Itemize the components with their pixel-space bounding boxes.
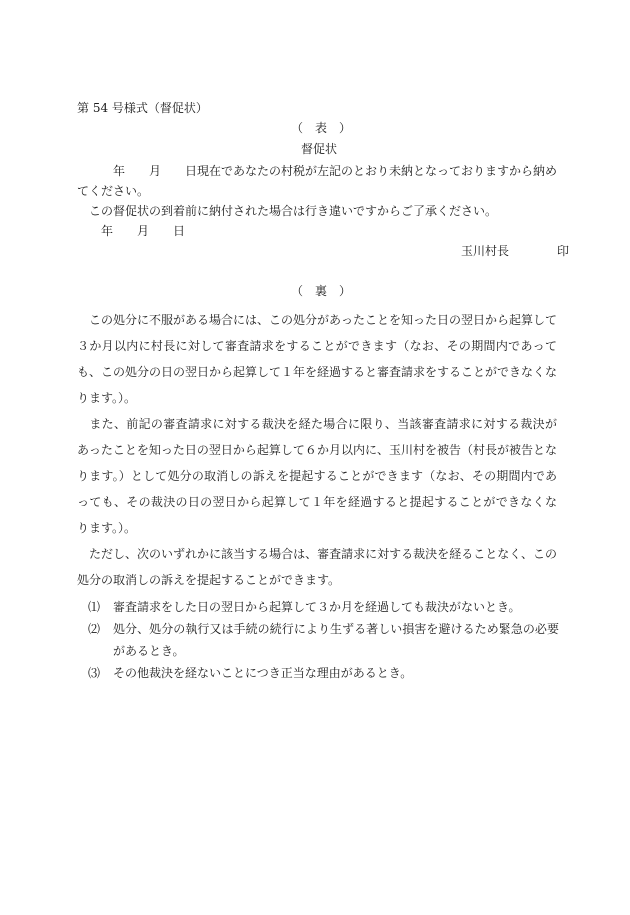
issue-date-line: 年 月 日 xyxy=(77,224,186,238)
front-side-label: （ 表 ） xyxy=(291,121,352,135)
front-body-acknowledgement: この督促状の到着前に納付された場合は行き違いですからご了承ください。 xyxy=(77,204,498,218)
form-number: 第 54 号様式（督促状） xyxy=(77,101,208,115)
issuer-signature: 玉川村長 印 xyxy=(461,244,570,258)
list-item-number: ⑴ xyxy=(88,600,101,614)
document-title: 督促状 xyxy=(301,142,338,156)
back-paragraph-lawsuit: また、前記の審査請求に対する裁決を経た場合に限り、当該審査請求に対する裁決があったことを知った日の翌日から起算して６か月以内に、玉川村を被告（村長が被告となります。）として処分の取消しの訴えを提起することができます（なお、その期間内であっても、その裁決の日の翌日から起算して１年を経過すると提起することができなくなります。）。 xyxy=(77,417,557,535)
back-paragraph-exceptions: ただし、次のいずれかに該当する場合は、審査請求に対する裁決を経ることなく、この処分の取消しの訴えを提起することができます。 xyxy=(77,547,557,587)
list-item-text: 処分、処分の執行又は手続の続行により生ずる著しい損害を避けるため緊急の必要があるとき。 xyxy=(113,622,559,658)
back-paragraph-review-request: この処分に不服がある場合には、この処分があったことを知った日の翌日から起算して３か月以内に村長に対して審査請求をすることができます（なお、その期間内であっても、この処分の日の翌日から起算して１年を経過すると審査請求をすることができなくなります。）。 xyxy=(77,313,558,405)
list-item-number: ⑵ xyxy=(88,622,101,636)
front-body-notice: 年 月 日現在であなたの村税が左記のとおり未納となっておりますから納めてください。 xyxy=(77,164,558,198)
back-side-label: （ 裏 ） xyxy=(291,284,352,298)
list-item-text: その他裁決を経ないことにつき正当な理由があるとき。 xyxy=(113,666,413,680)
list-item-number: ⑶ xyxy=(88,666,101,680)
list-item-text: 審査請求をした日の翌日から起算して３か月を経過しても裁決がないとき。 xyxy=(113,600,521,614)
